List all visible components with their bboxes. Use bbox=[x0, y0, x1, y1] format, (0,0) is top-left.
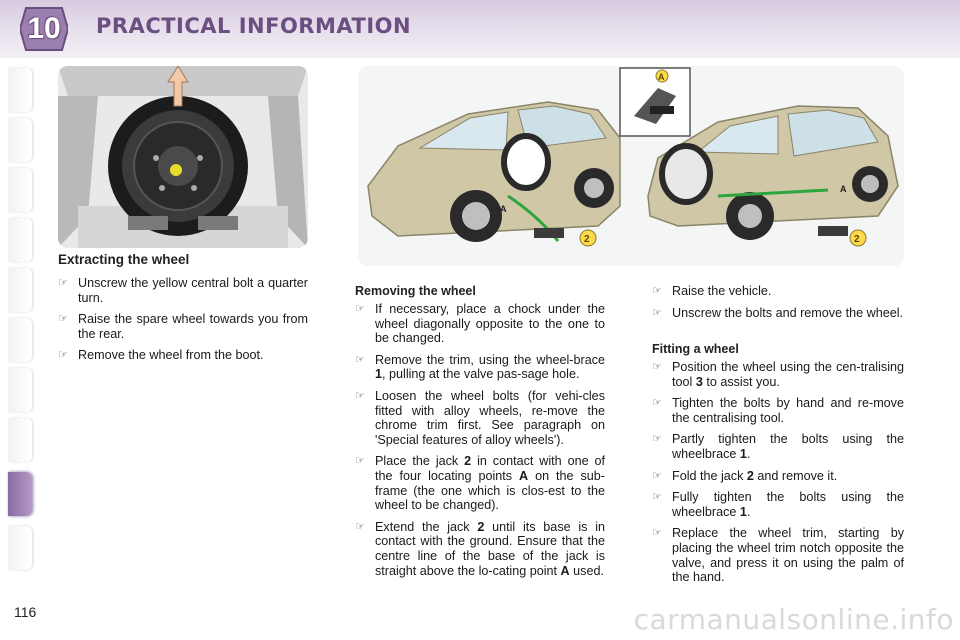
list-item bbox=[355, 302, 605, 346]
list-item bbox=[652, 306, 904, 321]
chapter-tab-10-active[interactable] bbox=[8, 472, 32, 516]
item-text: in contact with one of the four locating points bbox=[375, 454, 606, 483]
spare-wheel-trunk-illustration bbox=[58, 66, 308, 248]
pointing-hand-icon: ☞ bbox=[652, 527, 662, 540]
pointing-hand-icon: ☞ bbox=[58, 313, 68, 326]
item-reference: A bbox=[560, 563, 570, 578]
chapter-tab-11[interactable] bbox=[8, 526, 32, 570]
item-text: Remove the wheel from the boot. bbox=[78, 348, 264, 363]
pointing-hand-icon: ☞ bbox=[652, 361, 662, 373]
chapter-tab-8[interactable] bbox=[8, 418, 32, 462]
list-item bbox=[58, 348, 308, 363]
car1-point-label: A bbox=[500, 204, 507, 214]
removing-wheel-heading: Removing the wheel bbox=[355, 284, 476, 298]
item-reference: 1 bbox=[739, 446, 747, 461]
item-text: Position the wheel using the cen-tralising tool bbox=[672, 360, 904, 389]
chapter-tab-7[interactable] bbox=[8, 368, 32, 412]
chapter-tab-3[interactable] bbox=[8, 168, 32, 212]
extracting-wheel-heading: Extracting the wheel bbox=[58, 252, 190, 267]
pointing-hand-icon: ☞ bbox=[58, 277, 68, 289]
wheel-change-cars-illustration bbox=[358, 66, 904, 266]
item-text: and remove it. bbox=[753, 468, 838, 483]
list-item bbox=[355, 520, 605, 578]
pointing-hand-icon: ☞ bbox=[355, 303, 365, 315]
pointing-hand-icon: ☞ bbox=[652, 491, 662, 504]
item-text: , pulling at the valve pas-sage hole. bbox=[382, 367, 580, 382]
fitting-wheel-heading: Fitting a wheel bbox=[652, 342, 739, 356]
item-text: Replace the wheel trim, starting by placing the wheel trim notch opposite the valve, and press it on using the palm of the hand. bbox=[672, 526, 904, 585]
page-number: 116 bbox=[14, 604, 37, 620]
item-reference: 1 bbox=[739, 504, 747, 519]
item-text: Place the jack bbox=[375, 454, 465, 469]
item-text: Partly tighten the bolts using the wheelbrace bbox=[672, 432, 904, 461]
list-item bbox=[652, 432, 904, 461]
pointing-hand-icon: ☞ bbox=[355, 455, 365, 468]
fitting-wheel-list bbox=[652, 360, 904, 592]
list-item bbox=[58, 312, 308, 341]
page-header bbox=[0, 0, 960, 58]
item-text: If necessary, place a chock under the wheel diagonally opposite to the one to be changed. bbox=[375, 302, 605, 346]
list-item bbox=[652, 526, 904, 584]
car2-jack-label: 2 bbox=[854, 234, 860, 245]
pointing-hand-icon: ☞ bbox=[652, 285, 662, 297]
chapter-tab-4[interactable] bbox=[8, 218, 32, 262]
item-text: until its base is in contact with the ground. Ensure that the centre line of the base of the jack is straight above the lo-cating point bbox=[375, 519, 606, 578]
item-reference: 3 bbox=[695, 374, 703, 389]
pointing-hand-icon: ☞ bbox=[652, 306, 662, 319]
list-item bbox=[652, 284, 904, 299]
list-item bbox=[652, 469, 904, 484]
chapter-tab-5[interactable] bbox=[8, 268, 32, 312]
pointing-hand-icon: ☞ bbox=[355, 520, 365, 533]
list-item bbox=[652, 396, 904, 425]
item-reference: 1 bbox=[375, 367, 383, 382]
item-text: Raise the vehicle. bbox=[672, 284, 772, 298]
item-reference: A bbox=[519, 468, 529, 483]
car1-jack-label: 2 bbox=[584, 234, 590, 245]
list-item bbox=[355, 454, 605, 512]
chapter-tab-2[interactable] bbox=[8, 118, 32, 162]
list-item bbox=[652, 490, 904, 519]
list-item bbox=[58, 276, 308, 305]
car2-point-label: A bbox=[840, 184, 847, 194]
item-text: Unscrew the yellow central bolt a quarter turn. bbox=[78, 276, 308, 305]
item-text: Fold the jack bbox=[672, 468, 747, 483]
item-text: Raise the spare wheel towards you from the rear. bbox=[78, 312, 308, 341]
removing-wheel-list bbox=[355, 302, 605, 585]
pointing-hand-icon: ☞ bbox=[652, 469, 662, 482]
item-text: Remove the trim, using the wheel-brace bbox=[375, 352, 605, 367]
list-item bbox=[355, 389, 605, 447]
pointing-hand-icon: ☞ bbox=[355, 389, 365, 402]
item-text: used. bbox=[569, 563, 604, 578]
chapter-tab-1[interactable] bbox=[8, 68, 32, 112]
list-item bbox=[355, 353, 605, 382]
pointing-hand-icon: ☞ bbox=[652, 433, 662, 446]
inset-point-label: A bbox=[658, 72, 665, 82]
pointing-hand-icon: ☞ bbox=[58, 349, 68, 362]
watermark: carmanualsonline.info bbox=[633, 603, 954, 636]
chapter-number: 10 bbox=[27, 12, 61, 45]
item-text: to assist you. bbox=[702, 374, 780, 389]
item-text: on the sub-frame (the one which is clos-est to the wheel to be changed). bbox=[375, 468, 606, 513]
chapter-tab-strip bbox=[0, 60, 36, 580]
item-text: . bbox=[746, 504, 751, 519]
raise-vehicle-list bbox=[652, 284, 904, 327]
item-text: Extend the jack bbox=[375, 519, 478, 534]
item-text: Loosen the wheel bolts (for vehi-cles fitted with alloy wheels, re-move the chrome trim first. See paragraph on 'Special features of alloy wheels'). bbox=[375, 388, 605, 447]
jack-inset-drawing bbox=[620, 68, 690, 136]
item-text: Tighten the bolts by hand and re-move the centralising tool. bbox=[672, 396, 904, 425]
pointing-hand-icon: ☞ bbox=[355, 353, 365, 366]
chapter-badge bbox=[20, 6, 68, 52]
list-item bbox=[652, 360, 904, 389]
item-reference: 2 bbox=[746, 468, 754, 483]
pointing-hand-icon: ☞ bbox=[652, 397, 662, 410]
chapter-tab-6[interactable] bbox=[8, 318, 32, 362]
extracting-wheel-list bbox=[58, 276, 308, 370]
page-title: PRACTICAL INFORMATION bbox=[96, 14, 412, 38]
item-reference: 2 bbox=[477, 519, 485, 534]
item-text: . bbox=[746, 446, 751, 461]
item-reference: 2 bbox=[464, 454, 472, 469]
item-text: Unscrew the bolts and remove the wheel. bbox=[672, 305, 904, 320]
item-text: Fully tighten the bolts using the wheelbrace bbox=[672, 490, 904, 519]
